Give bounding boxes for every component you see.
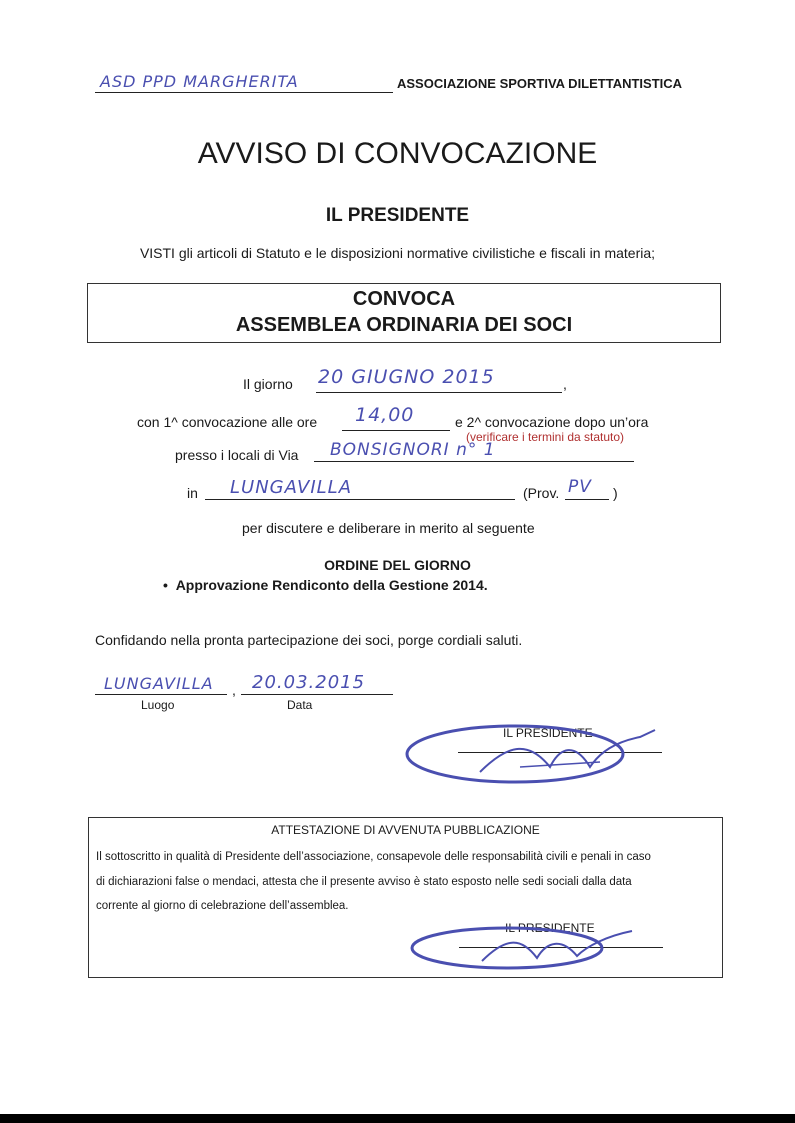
first-call-line [342,430,450,431]
place-value: LUNGAVILLA [104,674,214,693]
purpose-text: per discutere e deliberare in merito al seguente [242,520,535,536]
city-line [205,499,515,500]
attestation-line-3: corrente al giorno di celebrazione dell’assemblea. [96,900,349,912]
place-label: Luogo [141,698,175,712]
city-value: LUNGAVILLA [230,477,353,498]
attestation-box [88,817,723,978]
in-label: in [187,485,198,501]
convoca-title: CONVOCA [352,288,456,310]
date-line [241,694,393,695]
day-comma: , [563,376,567,392]
attestation-line-1: Il sottoscritto in qualità di Presidente dell’associazione, consapevole delle responsabilità civili e penali in caso [96,851,651,863]
second-call-label: e 2^ convocazione dopo un’ora [455,414,649,430]
premise-text: VISTI gli articoli di Statuto e le disposizioni normative civilistiche e fiscali in materia; [139,245,656,261]
page-bottom-edge [0,1114,795,1123]
attestation-signature-label: IL PRESIDENTE [505,921,595,935]
prov-line [565,499,609,500]
place-line [95,694,227,695]
assembly-title: ASSEMBLEA ORDINARIA DEI SOCI [235,314,573,336]
bullet-icon: • [163,577,168,593]
date-value: 20.03.2015 [252,672,366,693]
prov-label: (Prov. [523,485,560,501]
association-name-line [95,92,393,93]
convoca-box [87,283,721,343]
association-type: ASSOCIAZIONE SPORTIVA DILETTANTISTICA [397,76,683,91]
attestation-line-2: di dichiarazioni false o mendaci, attesta che il presente avviso è stato esposto nelle sedi sociali dalla data [96,876,632,888]
agenda-item [163,577,488,593]
street-label: presso i locali di Via [175,447,299,463]
agenda-item-text: Approvazione Rendiconto della Gestione 2014. [175,577,488,593]
street-line [314,461,634,462]
street-value: BONSIGNORI n° 1 [330,440,496,460]
prov-close: ) [613,485,618,501]
association-name-handwritten: ASD PPD MARGHERITA [100,72,299,91]
statute-note: (verificare i termini da statuto) [466,430,625,444]
signature-scribble-icon [400,712,670,792]
first-call-label: con 1^ convocazione alle ore [137,414,318,430]
day-value: 20 GIUGNO 2015 [318,366,495,388]
document-title: AVVISO DI CONVOCAZIONE [197,137,598,170]
attestation-heading: ATTESTAZIONE DI AVVENUTA PUBBLICAZIONE [271,823,540,837]
agenda-heading: ORDINE DEL GIORNO [324,557,471,573]
attestation-signature-scribble-icon [407,916,647,976]
signature-label: IL PRESIDENTE [503,726,593,740]
prov-value: PV [568,477,592,497]
closing-text: Confidando nella pronta partecipazione dei soci, porge cordiali saluti. [95,632,523,648]
president-heading: IL PRESIDENTE [325,205,470,226]
day-line [316,392,562,393]
date-label: Data [287,698,313,712]
day-label: Il giorno [243,376,293,392]
place-date-separator: , [232,682,236,698]
first-call-value: 14,00 [355,404,415,426]
